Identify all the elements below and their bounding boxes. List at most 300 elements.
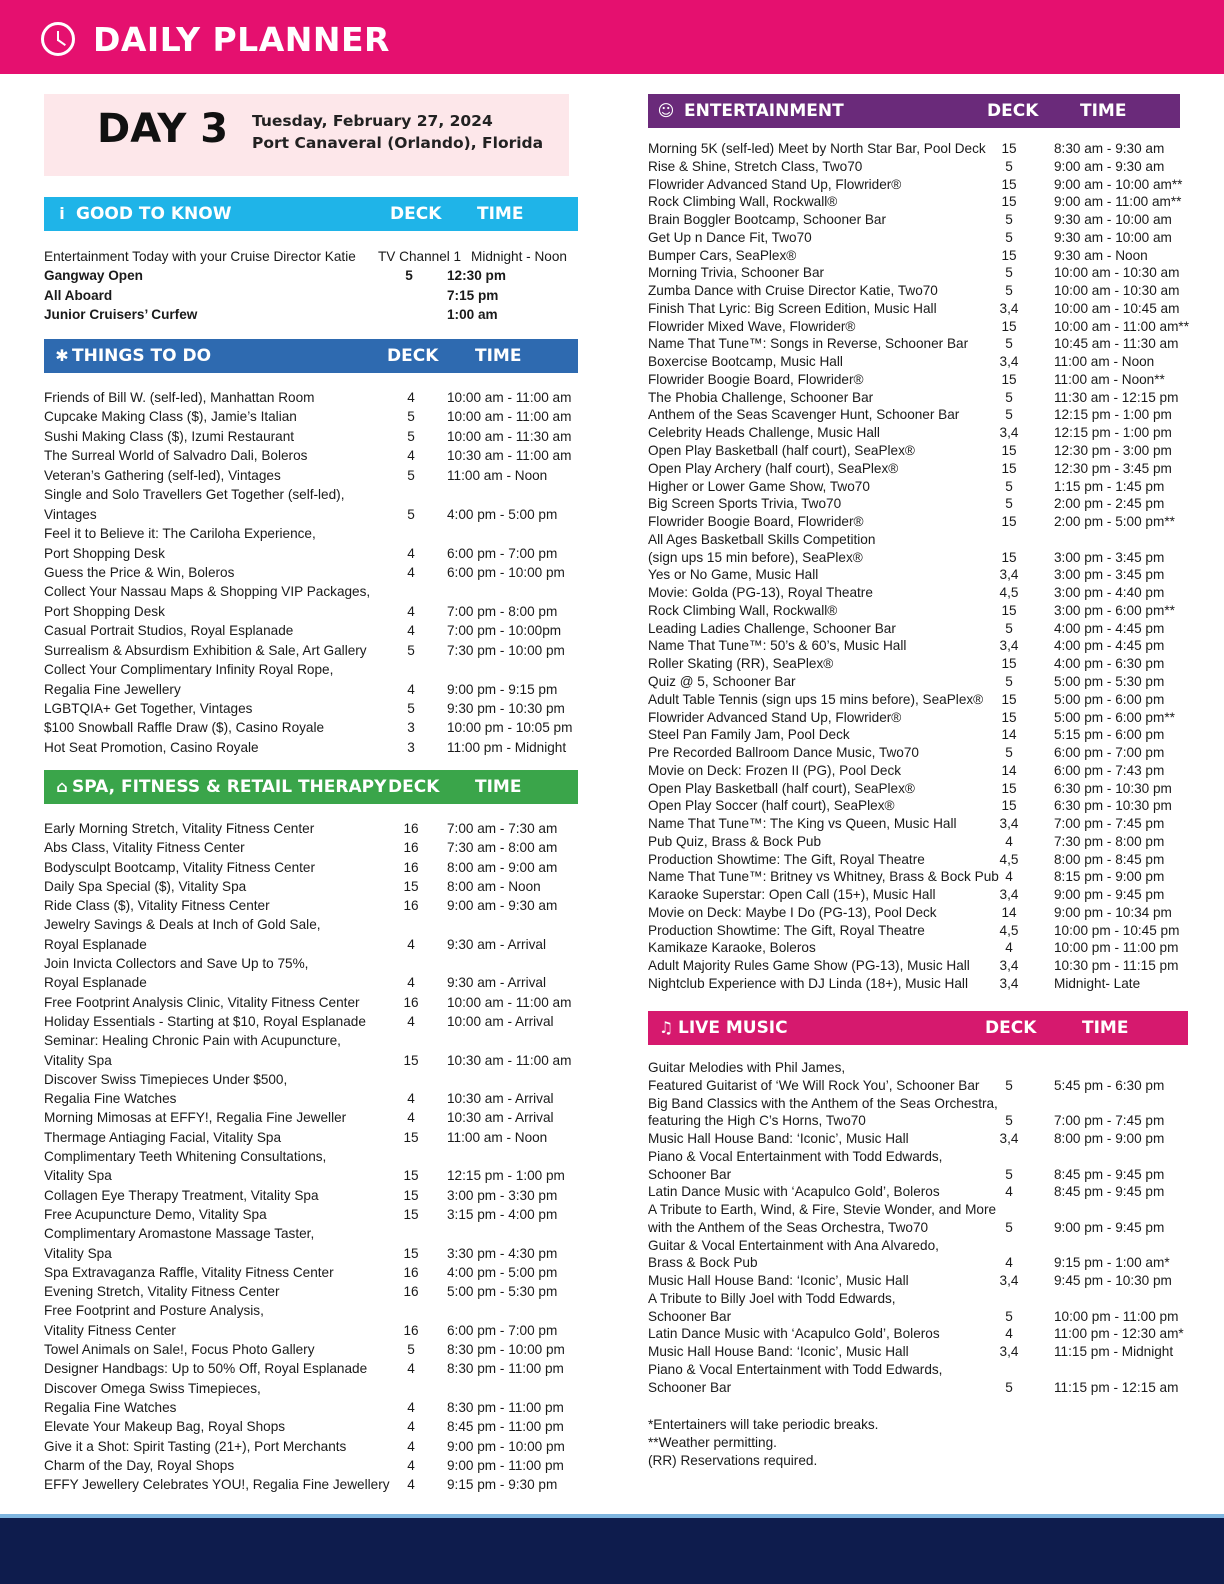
list-item (44, 1108, 578, 1127)
deck-number: 5 (1005, 673, 1013, 689)
deck-number: 4 (407, 623, 415, 639)
event-name: Nightclub Experience with DJ Linda (18+), Music Hall (648, 975, 968, 991)
list-item (44, 1166, 578, 1185)
event-time: 8:00 pm - 8:45 pm (1054, 851, 1165, 867)
event-name: Higher or Lower Game Show, Two70 (648, 478, 870, 494)
list-item (44, 1186, 578, 1205)
event-time: 11:00 am - Noon (1054, 354, 1155, 370)
event-time: 8:00 am - 9:00 am (447, 859, 558, 875)
event-name: Schooner Bar (648, 1166, 732, 1182)
deck-number: 5 (1005, 1077, 1013, 1093)
list-item (648, 140, 1188, 158)
list-item (648, 247, 1188, 265)
deck-number: 15 (403, 1129, 419, 1145)
deck-number: 14 (1001, 904, 1017, 920)
event-time: 9:00 pm - 10:00 pm (447, 1438, 565, 1454)
page-title: DAILY PLANNER (93, 20, 390, 59)
event-name: Vitality Fitness Center (44, 1322, 176, 1338)
list-item (44, 427, 578, 446)
list-item (648, 1343, 1188, 1361)
event-time: 7:30 am - 8:00 am (447, 840, 558, 856)
list-item (648, 318, 1188, 336)
event-name: Karaoke Superstar: Open Call (15+), Music Hall (648, 887, 936, 903)
event-time: 6:30 pm - 10:30 pm (1054, 780, 1172, 796)
deck-number: 15 (1001, 443, 1017, 459)
footnote: **Weather permitting. (648, 1435, 777, 1450)
event-time: 7:00 pm - 7:45 pm (1054, 816, 1165, 832)
event-name: Elevate Your Makeup Bag, Royal Shops (44, 1419, 286, 1435)
event-time: 3:30 pm - 4:30 pm (447, 1245, 558, 1261)
deck-number: 14 (1001, 727, 1017, 743)
deck-number: 4 (1005, 1184, 1013, 1200)
event-name: Collect Your Nassau Maps & Shopping VIP Packages, (44, 584, 371, 600)
deck-number: 3,4 (999, 816, 1019, 832)
deck-number: 4 (1005, 1326, 1013, 1342)
deck-number: 3,4 (999, 887, 1019, 903)
deck-number: 5 (1005, 265, 1013, 281)
deck-number: 4 (407, 1110, 415, 1126)
list-item (648, 868, 1188, 886)
event-name: Jewelry Savings & Deals at Inch of Gold Sale, (44, 917, 321, 933)
event-time: 10:00 am - 11:00 am** (1054, 318, 1190, 334)
event-time: 6:00 pm - 7:43 pm (1054, 762, 1165, 778)
list-item (44, 1051, 578, 1070)
list-item (648, 531, 1188, 549)
list-item (44, 1263, 578, 1282)
list-item (648, 602, 1188, 620)
deck-number: 5 (407, 467, 415, 483)
event-name: Hot Seat Promotion, Casino Royale (44, 739, 259, 755)
event-name: Friends of Bill W. (self-led), Manhattan Room (44, 390, 315, 405)
event-time: 12:15 pm - 1:00 pm (1054, 425, 1172, 441)
event-time: 2:00 pm - 5:00 pm** (1054, 514, 1175, 530)
event-name: Featured Guitarist of ‘We Will Rock You’, Schooner Bar (648, 1077, 980, 1093)
event-name: Morning Mimosas at EFFY!, Regalia Fine Jeweller (44, 1110, 347, 1126)
event-time: 8:45 pm - 9:45 pm (1054, 1184, 1165, 1200)
event-name: Zumba Dance with Cruise Director Katie, Two70 (648, 283, 938, 299)
list-item (648, 495, 1188, 513)
list-item (648, 1308, 1188, 1326)
list-item (44, 641, 578, 660)
event-name: Bodysculpt Bootcamp, Vitality Fitness Center (44, 859, 315, 875)
deck-number: 5 (1005, 229, 1013, 245)
event-name: Movie: Golda (PG-13), Royal Theatre (648, 585, 873, 601)
event-time: 8:30 pm - 11:00 pm (447, 1361, 564, 1377)
deck-number: 4 (407, 1477, 415, 1493)
event-time: 7:30 pm - 8:00 pm (1054, 833, 1165, 849)
spa-fitness-list (44, 819, 578, 1494)
list-item (648, 264, 1188, 282)
event-time: 7:00 pm - 8:00 pm (447, 603, 558, 619)
deck-number: 15 (1001, 549, 1017, 565)
event-time: 6:00 pm - 10:00 pm (447, 564, 565, 580)
event-time: 11:00 pm - 12:30 am* (1054, 1326, 1184, 1342)
event-time: 3:00 pm - 4:40 pm (1054, 585, 1165, 601)
event-time: 11:15 pm - Midnight (1054, 1344, 1174, 1360)
good-to-know-list (44, 247, 578, 325)
list-item (44, 993, 578, 1012)
event-name: Evening Stretch, Vitality Fitness Center (44, 1284, 280, 1300)
deck-number: 15 (1001, 514, 1017, 530)
list-item (44, 1128, 578, 1147)
event-name: Complimentary Teeth Whitening Consultations, (44, 1149, 327, 1165)
list-item (648, 424, 1188, 442)
event-name: Give it a Shot: Spirit Tasting (21+), Port Merchants (44, 1438, 347, 1454)
event-name: Guitar & Vocal Entertainment with Ana Alvaredo, (648, 1237, 939, 1253)
deck-number: 4 (407, 1361, 415, 1377)
event-time: 12:15 pm - 1:00 pm (447, 1168, 565, 1184)
event-time: 9:30 am - Arrival (447, 936, 546, 952)
list-item (44, 1301, 578, 1320)
deck-number: 4 (407, 1399, 415, 1415)
deck-number: 5 (1005, 407, 1013, 423)
time-column-header: TIME (475, 346, 522, 366)
event-name: Collect Your Complimentary Infinity Royal Rope, (44, 662, 334, 678)
section-title: LIVE MUSIC (678, 1018, 788, 1038)
spa-icon: ⌂ (56, 777, 68, 796)
event-name: Thermage Antiaging Facial, Vitality Spa (44, 1129, 282, 1145)
event-name: All Ages Basketball Skills Competition (648, 531, 876, 547)
list-item (44, 1224, 578, 1243)
event-name: Surrealism & Absurdism Exhibition & Sale, Art Gallery (44, 642, 367, 658)
event-time: 8:30 pm - 11:00 pm (447, 1399, 564, 1415)
event-name: $100 Snowball Raffle Draw ($), Casino Royale (44, 720, 325, 736)
list-item (44, 505, 578, 524)
list-item (44, 388, 578, 407)
event-time: 10:00 am - Arrival (447, 1013, 554, 1029)
deck-number: 15 (403, 1187, 419, 1203)
day-box (44, 94, 569, 176)
event-name: Single and Solo Travellers Get Together (self-led), (44, 487, 345, 503)
deck-number: 3 (407, 739, 415, 755)
event-time: 10:00 pm - 11:00 pm (1054, 1308, 1179, 1324)
footnote: (RR) Reservations required. (648, 1453, 818, 1468)
event-time: 5:15 pm - 6:00 pm (1054, 727, 1165, 743)
deck-number: 15 (1001, 780, 1017, 796)
event-time: 9:15 pm - 1:00 am* (1054, 1255, 1170, 1271)
list-item (648, 211, 1188, 229)
event-name: Kamikaze Karaoke, Boleros (648, 940, 816, 956)
list-item (648, 673, 1188, 691)
event-time: 8:00 pm - 9:00 pm (1054, 1131, 1165, 1147)
list-item (648, 1361, 1188, 1379)
day-details (252, 110, 543, 154)
event-time: 8:30 pm - 10:00 pm (447, 1342, 565, 1358)
event-name: Flowrider Boogie Board, Flowrider® (648, 371, 864, 387)
event-name: Open Play Basketball (half court), SeaPlex® (648, 443, 915, 459)
event-time: 4:00 pm - 5:00 pm (447, 506, 558, 522)
list-item (44, 1398, 578, 1417)
event-name: Name That Tune™: 50’s & 60’s, Music Hall (648, 638, 907, 654)
event-time: 10:30 am - 11:00 am (447, 1052, 572, 1068)
list-item (648, 1290, 1188, 1308)
event-time: 10:00 am - 11:00 am (447, 994, 572, 1010)
event-name: EFFY Jewellery Celebrates YOU!, Regalia Fine Jewellery (44, 1477, 390, 1493)
time-column-header: TIME (1082, 1018, 1129, 1038)
deck-number: 5 (1005, 212, 1013, 228)
event-time: 8:30 am - 9:30 am (1054, 141, 1165, 156)
deck-number: 5 (1005, 478, 1013, 494)
event-time: 3:00 pm - 6:00 pm** (1054, 602, 1175, 618)
deck-number: 4 (407, 681, 415, 697)
list-item (648, 797, 1188, 815)
deck-number: 15 (1001, 176, 1017, 192)
list-item (44, 1340, 578, 1359)
date-text: Tuesday, February 27, 2024 (252, 112, 493, 130)
list-item (648, 957, 1188, 975)
event-time: 9:30 am - Arrival (447, 975, 546, 991)
event-time: 4:00 pm - 5:00 pm (447, 1264, 558, 1280)
list-item (648, 637, 1188, 655)
deck-number: 3,4 (999, 300, 1019, 316)
list-item (648, 851, 1188, 869)
event-name: Morning 5K (self-led) Meet by North Star Bar, Pool Deck (648, 141, 986, 156)
deck-number: 4 (407, 448, 415, 464)
deck-number: 15 (1001, 656, 1017, 672)
day-label: DAY 3 (97, 106, 229, 152)
event-time: 12:30 pm - 3:00 pm (1054, 443, 1172, 459)
deck-number: 5 (1005, 389, 1013, 405)
live-music-header (648, 1011, 1188, 1045)
list-item (44, 1244, 578, 1263)
deck-number: 5 (1005, 1166, 1013, 1182)
things-to-do-list (44, 388, 578, 757)
event-time: 4:00 pm - 6:30 pm (1054, 656, 1165, 672)
list-item (44, 1475, 578, 1494)
event-time: 10:30 am - Arrival (447, 1091, 554, 1107)
list-item (44, 877, 578, 896)
deck-number: 5 (407, 428, 415, 444)
event-name: The Phobia Challenge, Schooner Bar (648, 389, 874, 405)
list-item (44, 680, 578, 699)
event-name: Piano & Vocal Entertainment with Todd Edwards, (648, 1362, 943, 1378)
time-column-header: TIME (477, 204, 524, 224)
list-item (44, 1282, 578, 1301)
person-icon: ✱ (55, 346, 69, 365)
section-title: THINGS TO DO (72, 346, 212, 366)
event-name: Latin Dance Music with ‘Acapulco Gold’, Boleros (648, 1184, 940, 1200)
deck-number: 4 (407, 564, 415, 580)
list-item (648, 709, 1188, 727)
event-time: 9:15 pm - 9:30 pm (447, 1477, 558, 1493)
deck-number: 3,4 (999, 638, 1019, 654)
deck-number: 15 (1001, 602, 1017, 618)
event-name: Vitality Spa (44, 1168, 112, 1184)
event-time: 10:00 am - 10:45 am (1054, 300, 1180, 316)
event-name: A Tribute to Billy Joel with Todd Edwards, (648, 1290, 896, 1306)
deck-number: 3,4 (999, 958, 1019, 974)
list-item (44, 407, 578, 426)
deck-number: 16 (403, 1284, 419, 1300)
spa-fitness-header (44, 770, 578, 804)
event-name: LGBTQIA+ Get Together, Vintages (44, 701, 253, 716)
event-time: 11:00 am - Noon (447, 467, 548, 483)
event-time: 8:00 am - Noon (447, 878, 541, 894)
list-item (44, 1031, 578, 1050)
deck-number: 5 (1005, 1379, 1013, 1395)
deck-number: 3,4 (999, 354, 1019, 370)
event-time: 9:00 pm - 11:00 pm (447, 1457, 564, 1473)
footnotes (648, 1416, 878, 1470)
list-item (44, 446, 578, 465)
list-item (648, 584, 1188, 602)
list-item (648, 513, 1188, 531)
event-time: 9:00 pm - 9:45 pm (1054, 887, 1165, 903)
event-time: 9:30 pm - 10:30 pm (447, 701, 565, 716)
deck-number: 4,5 (999, 851, 1019, 867)
event-name: Quiz @ 5, Schooner Bar (648, 673, 796, 689)
event-name: Collagen Eye Therapy Treatment, Vitality Spa (44, 1187, 319, 1203)
list-item (648, 1254, 1188, 1272)
list-item (44, 524, 578, 543)
list-item (648, 762, 1188, 780)
event-name: Pub Quiz, Brass & Bock Pub (648, 833, 822, 849)
event-name: Early Morning Stretch, Vitality Fitness Center (44, 821, 315, 836)
event-time: Midnight- Late (1054, 975, 1141, 991)
deck-number: 15 (1001, 318, 1017, 334)
event-time: 2:00 pm - 2:45 pm (1054, 496, 1165, 512)
event-time: 6:30 pm - 10:30 pm (1054, 798, 1172, 814)
list-item (44, 738, 578, 757)
list-item (44, 1070, 578, 1089)
event-name: Flowrider Boogie Board, Flowrider® (648, 514, 864, 530)
deck-number: 15 (403, 1206, 419, 1222)
event-name: Veteran’s Gathering (self-led), Vintages (44, 467, 281, 483)
deck-number: 16 (403, 840, 419, 856)
event-time: 1:15 pm - 1:45 pm (1054, 478, 1165, 494)
event-name: Music Hall House Band: ‘Iconic’, Music Hall (648, 1131, 909, 1147)
list-item (648, 282, 1188, 300)
deck-number: 16 (403, 859, 419, 875)
event-name: Big Band Classics with the Anthem of the Seas Orchestra, (648, 1095, 998, 1111)
event-name: Free Footprint Analysis Clinic, Vitality Fitness Center (44, 994, 360, 1010)
event-time: 10:00 am - 10:30 am (1054, 283, 1180, 299)
event-name: The Surreal World of Salvadro Dali, Boleros (44, 448, 308, 464)
list-item (44, 718, 578, 737)
event-time: 3:15 pm - 4:00 pm (447, 1206, 558, 1222)
deck-number: 4 (407, 975, 415, 991)
event-name: Vitality Spa (44, 1245, 112, 1261)
list-item (44, 1437, 578, 1456)
list-item (648, 1201, 1188, 1219)
event-time: 10:30 am - Arrival (447, 1110, 554, 1126)
deck-column-header: DECK (388, 777, 440, 797)
event-name: Leading Ladies Challenge, Schooner Bar (648, 620, 896, 636)
event-name: Roller Skating (RR), SeaPlex® (648, 656, 834, 672)
list-item (44, 485, 578, 504)
event-name: Join Invicta Collectors and Save Up to 75%, (44, 956, 309, 972)
list-item (648, 886, 1188, 904)
event-time: 6:00 pm - 7:00 pm (447, 1322, 558, 1338)
event-name: Royal Esplanade (44, 975, 147, 991)
event-name: Name That Tune™: The King vs Queen, Music Hall (648, 816, 957, 832)
event-time: 9:00 am - 10:00 am** (1054, 176, 1183, 192)
deck-number: 4 (407, 1457, 415, 1473)
header-banner (0, 0, 1224, 74)
event-name: Port Shopping Desk (44, 545, 165, 561)
list-item (44, 1321, 578, 1340)
event-time: 11:00 am - Noon** (1054, 371, 1165, 387)
event-time: 10:30 pm - 11:15 pm (1054, 958, 1179, 974)
event-time: 11:15 pm - 12:15 am (1054, 1379, 1179, 1395)
list-item (648, 1272, 1188, 1290)
event-name: Movie on Deck: Frozen II (PG), Pool Deck (648, 762, 902, 778)
event-time: 7:00 pm - 7:45 pm (1054, 1113, 1165, 1129)
deck-number: 15 (403, 1168, 419, 1184)
event-name: Music Hall House Band: ‘Iconic’, Music Hall (648, 1344, 909, 1360)
list-item (44, 1205, 578, 1224)
event-name: Morning Trivia, Schooner Bar (648, 265, 825, 281)
event-time: 3:00 pm - 3:45 pm (1054, 549, 1165, 565)
event-name: Holiday Essentials - Starting at $10, Royal Esplanade (44, 1013, 366, 1029)
event-name: Spa Extravaganza Raffle, Vitality Fitness Center (44, 1264, 334, 1280)
event-time: 6:00 pm - 7:00 pm (447, 545, 558, 561)
event-name: Casual Portrait Studios, Royal Esplanade (44, 623, 294, 639)
list-item (648, 566, 1188, 584)
event-time: 9:00 am - 9:30 am (1054, 158, 1165, 174)
event-time: 9:30 am - 10:00 am (1054, 212, 1172, 228)
list-item (44, 915, 578, 934)
deck-number: 3,4 (999, 1273, 1019, 1289)
list-item (648, 193, 1188, 211)
event-name: Adult Table Tennis (sign ups 15 mins before), SeaPlex® (648, 691, 984, 707)
event-time: 7:00 pm - 10:00pm (447, 623, 562, 639)
event-name: Flowrider Advanced Stand Up, Flowrider® (648, 176, 902, 192)
list-item (648, 389, 1188, 407)
deck-number: 16 (403, 994, 419, 1010)
deck-number: 3 (407, 720, 415, 736)
list-item: All Aboard 7:15 pm (44, 287, 499, 303)
deck-number: 4 (1005, 833, 1013, 849)
event-time: 10:00 pm - 10:05 pm (447, 720, 573, 736)
event-time: 10:00 am - 11:00 am (447, 390, 572, 405)
theater-masks-icon: ☺ (657, 101, 675, 120)
list-item (648, 620, 1188, 638)
list-item (648, 1237, 1188, 1255)
event-time: 4:00 pm - 4:45 pm (1054, 638, 1165, 654)
deck-number: 4 (407, 1438, 415, 1454)
deck-number: 4 (1005, 940, 1013, 956)
event-name: A Tribute to Earth, Wind, & Fire, Stevie Wonder, and More (648, 1202, 997, 1218)
event-time: 10:00 am - 11:00 am (447, 409, 572, 425)
deck-number: 4 (407, 390, 415, 405)
footer-bar (0, 1514, 1224, 1584)
deck-number: 3,4 (999, 1131, 1019, 1147)
event-time: 11:30 am - 12:15 pm (1054, 389, 1179, 405)
list-item (648, 1095, 1188, 1113)
deck-number: 15 (1001, 194, 1017, 210)
list-item (648, 1112, 1188, 1130)
event-time: 10:30 am - 11:00 am (447, 448, 572, 464)
list-item (44, 935, 578, 954)
list-item (648, 1059, 1188, 1077)
list-item (44, 1456, 578, 1475)
list-item (648, 176, 1188, 194)
event-time: 10:45 am - 11:30 am (1054, 336, 1179, 352)
list-item (648, 1166, 1188, 1184)
event-name: with the Anthem of the Seas Orchestra, Two70 (648, 1219, 929, 1235)
event-name: Vintages (44, 506, 97, 522)
list-item (44, 1012, 578, 1031)
event-name: (sign ups 15 min before), SeaPlex® (648, 549, 863, 565)
deck-column-header: DECK (987, 101, 1039, 121)
event-name: Regalia Fine Jewellery (44, 681, 181, 697)
event-name: Steel Pan Family Jam, Pool Deck (648, 727, 850, 743)
list-item (44, 819, 578, 838)
event-time: 10:00 pm - 11:00 pm (1054, 940, 1179, 956)
event-time: 5:00 pm - 6:00 pm (1054, 691, 1165, 707)
list-item (648, 406, 1188, 424)
